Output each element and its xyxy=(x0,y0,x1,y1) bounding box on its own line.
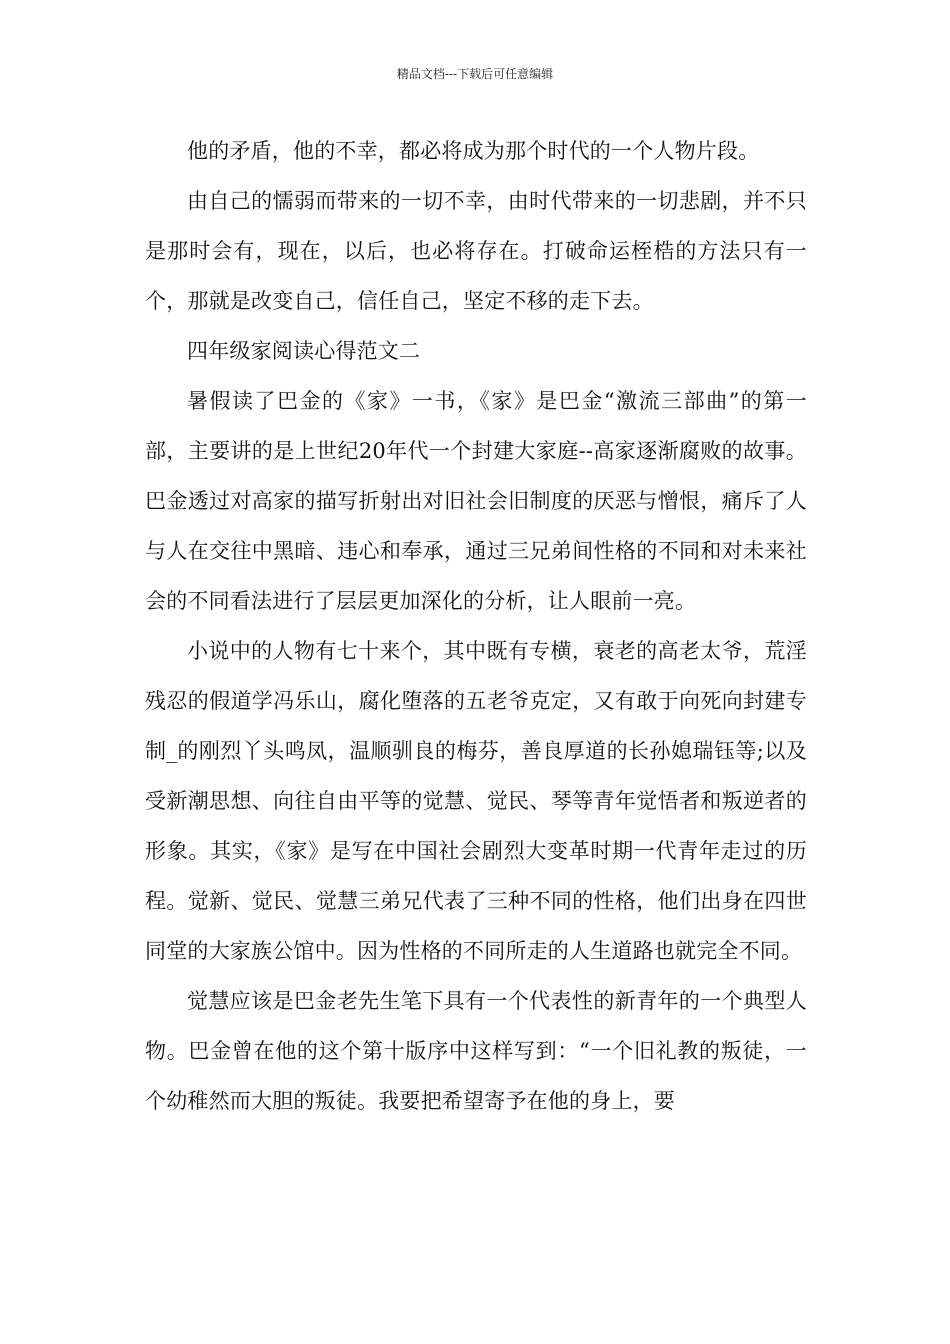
document-body xyxy=(145,126,807,1126)
paragraph-4: 小说中的人物有七十来个，其中既有专横，衰老的高老太爷，荒淫残忍的假道学冯乐山，腐化堕落的五老爷克定，又有敢于向死向封建专制_的刚烈丫头鸣凤，温顺驯良的梅芬，善良厚道的长孙媳瑞钰等;以及受新潮思想、向往自由平等的觉慧、觉民、琴等青年觉悟者和叛逆者的形象。其实，《家》是写在中国社会剧烈大变革时期一代青年走过的历程。觉新、觉民、觉慧三弟兄代表了三种不同的性格，他们出身在四世同堂的大家族公馆中。因为性格的不同所走的人生道路也就完全不同。 xyxy=(145,639,807,963)
paragraph-1: 他的矛盾，他的不幸，都必将成为那个时代的一个人物片段。 xyxy=(187,139,760,163)
paragraph-5: 觉慧应该是巴金老先生笔下具有一个代表性的新青年的一个典型人物。巴金曾在他的这个第十版序中这样写到：“一个旧礼教的叛徒，一个幼稚然而大胆的叛徒。我要把希望寄予在他的身上，要 xyxy=(145,989,807,1113)
paragraph-2: 由自己的懦弱而带来的一切不幸，由时代带来的一切悲剧，并不只是那时会有，现在，以后，也必将存在。打破命运桎梏的方法只有一个，那就是改变自己，信任自己，坚定不移的走下去。 xyxy=(145,189,807,313)
paragraph-3: 暑假读了巴金的《家》一书，《家》是巴金“激流三部曲”的第一部，主要讲的是上世纪20年代一个封建大家庭--高家逐渐腐败的故事。巴金透过对高家的描写折射出对旧社会旧制度的厌恶与憎恨，痛斥了人与人在交往中黑暗、违心和奉承，通过三兄弟间性格的不同和对未来社会的不同看法进行了层层更加深化的分析，让人眼前一亮。 xyxy=(145,389,807,613)
section-heading: 四年级家阅读心得范文二 xyxy=(187,339,421,363)
page-header: 精品文档---下载后可任意编辑 xyxy=(396,67,554,81)
